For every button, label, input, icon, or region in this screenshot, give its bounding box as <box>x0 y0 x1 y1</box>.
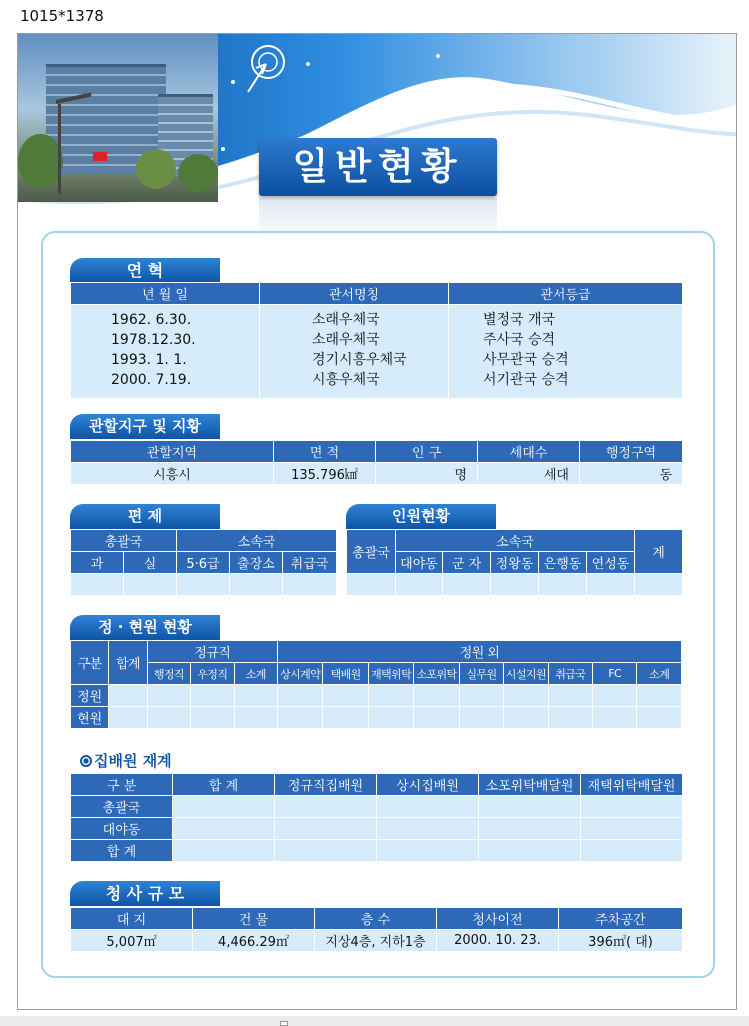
quota-row-label: 현원 <box>71 707 109 729</box>
history-grade: 사무관국 승격 <box>483 352 569 368</box>
history-name: 경기시흥우체국 <box>312 352 407 368</box>
jurisdiction-header: 면 적 <box>274 441 376 463</box>
staff-sub-header: 정왕동 <box>491 552 539 574</box>
quota-sub-header: 행정직 <box>147 663 190 685</box>
dimension-label: 1015*1378 <box>20 7 104 25</box>
organization-tab: 편 제 <box>70 504 220 529</box>
building-land: 5,007㎡ <box>71 930 193 952</box>
staff-sub-header: 대야동 <box>396 552 443 574</box>
history-grade: 서기관국 승격 <box>483 372 569 388</box>
history-tab: 연 혁 <box>70 258 220 283</box>
quota-sub-header: 취급국 <box>548 663 592 685</box>
quota-sub-header: 상시계약 <box>277 663 322 685</box>
history-date: 2000. 7.19. <box>111 372 192 388</box>
jurisdiction-table <box>70 440 683 485</box>
organization-sub-header: 실 <box>124 552 177 574</box>
jurisdiction-region: 시흥시 <box>71 463 274 485</box>
quota-sub-header: FC <box>592 663 636 685</box>
staff-header-hq: 총괄국 <box>347 530 396 574</box>
page-sheet <box>17 33 737 1010</box>
carriers-header: 상시집배원 <box>377 774 479 796</box>
staff-sub-header: 은행동 <box>539 552 587 574</box>
staff-status-table <box>346 529 683 596</box>
quota-table <box>70 640 682 729</box>
jurisdiction-area: 135.796㎢ <box>274 463 376 485</box>
building-photo <box>18 34 218 202</box>
organization-table <box>70 529 337 596</box>
building-table <box>70 907 683 952</box>
carriers-row-label: 총괄국 <box>71 796 173 818</box>
quota-sub-header: 재택위탁 <box>368 663 413 685</box>
quota-header-regular: 정규직 <box>147 641 277 663</box>
staff-sub-header: 군 자 <box>443 552 491 574</box>
quota-sub-header: 소계 <box>637 663 682 685</box>
organization-sub-header: 취급국 <box>283 552 337 574</box>
carriers-header: 구 분 <box>71 774 173 796</box>
quota-sub-header: 소계 <box>234 663 277 685</box>
jurisdiction-header: 세대수 <box>478 441 580 463</box>
jurisdiction-header: 행정구역 <box>580 441 683 463</box>
building-floors: 지상4층, 지하1층 <box>315 930 437 952</box>
history-header-grade: 관서등급 <box>449 283 683 305</box>
carriers-header: 정규직집배원 <box>275 774 377 796</box>
bullet-icon <box>80 755 92 767</box>
building-header: 대 지 <box>71 908 193 930</box>
carriers-title: 집배원 재계 <box>80 750 172 771</box>
building-tab: 청 사 규 모 <box>70 881 220 906</box>
jurisdiction-header: 인 구 <box>376 441 478 463</box>
quota-sub-header: 시설지원 <box>504 663 548 685</box>
building-relocation: 2000. 10. 23. <box>437 930 559 952</box>
building-floor-area: 4,466.29㎡ <box>193 930 315 952</box>
jurisdiction-district: 동 <box>580 463 683 485</box>
history-name: 소래우체국 <box>312 332 380 348</box>
organization-sub-header: 5·6급 <box>177 552 230 574</box>
viewer-footer <box>0 1016 749 1026</box>
history-table <box>70 282 683 399</box>
quota-sub-header: 실무원 <box>459 663 503 685</box>
history-grade: 별정국 개국 <box>483 312 556 328</box>
building-header: 주차공간 <box>559 908 683 930</box>
quota-tab: 정 · 현원 현황 <box>70 615 220 640</box>
carriers-table <box>70 773 683 862</box>
jurisdiction-households: 세대 <box>478 463 580 485</box>
history-header-date: 년 월 일 <box>71 283 260 305</box>
building-header: 층 수 <box>315 908 437 930</box>
footer-marker <box>280 1021 288 1026</box>
history-name: 소래우체국 <box>312 312 380 328</box>
organization-sub-header: 출장소 <box>230 552 283 574</box>
carriers-row-label: 대야동 <box>71 818 173 840</box>
organization-sub-header: 과 <box>71 552 124 574</box>
history-date: 1978.12.30. <box>111 332 196 348</box>
quota-header-total: 합계 <box>109 641 147 685</box>
quota-row-label: 정원 <box>71 685 109 707</box>
staff-header-total: 계 <box>635 530 683 574</box>
carriers-header: 재택위탁배달원 <box>581 774 683 796</box>
history-date: 1993. 1. 1. <box>111 352 187 368</box>
history-grade: 주사국 승격 <box>483 332 556 348</box>
staff-sub-header: 연성동 <box>587 552 635 574</box>
quota-sub-header: 소포위탁 <box>414 663 459 685</box>
carriers-row-label: 합 계 <box>71 840 173 862</box>
organization-header-hq: 총괄국 <box>71 530 177 552</box>
building-header: 청사이전 <box>437 908 559 930</box>
staff-header-affiliated: 소속국 <box>396 530 635 552</box>
quota-sub-header: 택배원 <box>323 663 368 685</box>
quota-header-type: 구분 <box>71 641 109 685</box>
jurisdiction-population: 명 <box>376 463 478 485</box>
jurisdiction-header: 관할지역 <box>71 441 274 463</box>
building-parking: 396㎡( 대) <box>559 930 683 952</box>
cursor-arrow-icon <box>236 40 296 100</box>
quota-header-non-regular: 정원 외 <box>277 641 681 663</box>
carriers-header: 합 계 <box>173 774 275 796</box>
page-title: 일반현황 <box>259 138 497 196</box>
carriers-header: 소포위탁배달원 <box>479 774 581 796</box>
organization-header-affiliated: 소속국 <box>177 530 337 552</box>
quota-sub-header: 우정직 <box>191 663 234 685</box>
history-name: 시흥우체국 <box>312 372 380 388</box>
staff-status-tab: 인원현황 <box>346 504 496 529</box>
building-header: 건 물 <box>193 908 315 930</box>
jurisdiction-tab: 관할지구 및 지황 <box>70 414 220 439</box>
history-header-name: 관서명칭 <box>260 283 449 305</box>
history-date: 1962. 6.30. <box>111 312 192 328</box>
